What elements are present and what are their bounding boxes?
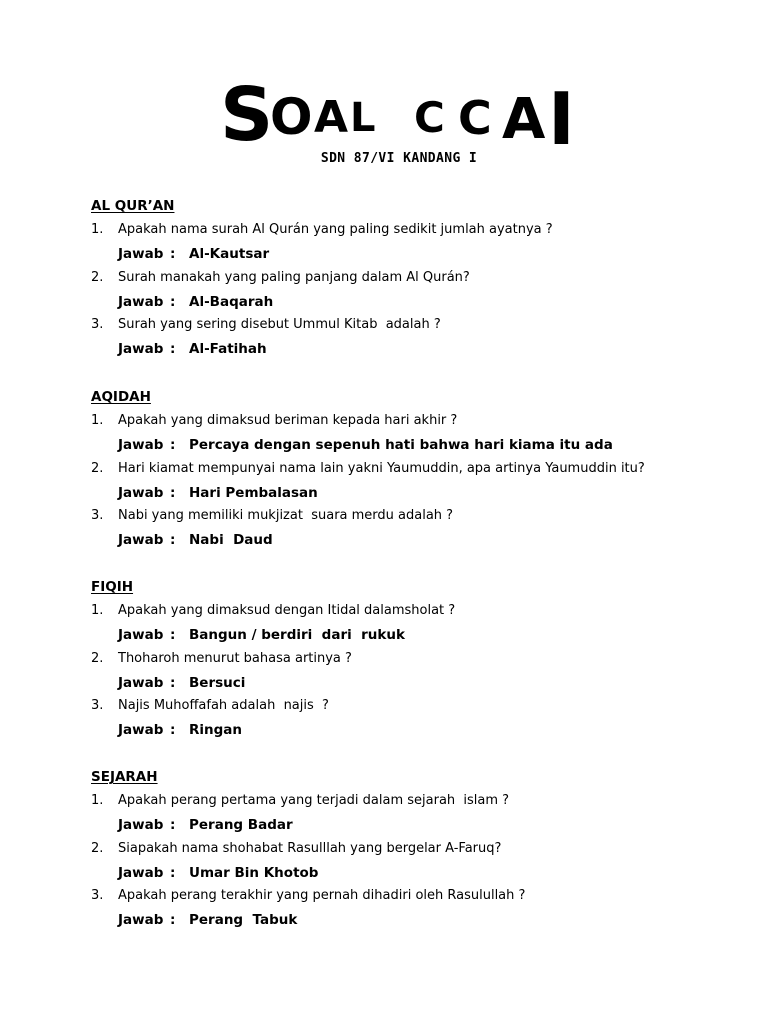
answer-separator: :	[170, 722, 176, 739]
answer-label: Jawab	[118, 293, 164, 310]
answer-text: Al-Kautsar	[189, 246, 270, 262]
answer	[118, 246, 269, 262]
question-text: Siapakah nama shohabat Rasulllah yang bergelar A-Faruq?	[118, 840, 502, 856]
answer-label: Jawab	[118, 674, 164, 691]
question-text: Nabi yang memiliki mukjizat suara merdu adalah ?	[118, 508, 454, 524]
answer-separator: :	[170, 674, 176, 691]
answer-label: Jawab	[118, 627, 164, 643]
school-name: SDN 87/VI KANDANG I	[320, 151, 478, 166]
answer-text: Percaya dengan sepenuh hati bahwa hari kiama itu ada	[189, 437, 613, 453]
title-wordart	[218, 78, 580, 148]
title-letter-a: A	[314, 92, 349, 143]
answer-separator: :	[170, 912, 176, 929]
question	[91, 888, 525, 903]
answer-separator: :	[170, 484, 176, 501]
question	[91, 317, 441, 332]
answer	[118, 817, 293, 833]
title-letter-c1: C	[414, 93, 445, 142]
question-number: 1.	[91, 793, 104, 808]
question	[91, 793, 509, 808]
question	[91, 413, 457, 428]
answer-text: Hari Pembalasan	[189, 484, 318, 501]
answer-separator: :	[170, 817, 176, 833]
answer-text: Ringan	[189, 722, 243, 739]
question	[91, 270, 470, 285]
section-heading: AQIDAH	[91, 389, 151, 405]
answer-label: Jawab	[118, 722, 164, 739]
answer	[118, 485, 318, 501]
answer	[118, 627, 405, 643]
question-number: 1.	[91, 603, 104, 618]
answer-label: Jawab	[118, 246, 164, 262]
answer-text: Nabi Daud	[189, 532, 273, 549]
question	[91, 461, 645, 476]
question-text: Apakah perang terakhir yang pernah dihadiri oleh Rasulullah ?	[118, 888, 526, 904]
section-heading: AL QUR’AN	[91, 198, 175, 214]
answer-separator: :	[170, 293, 176, 310]
question-text: Apakah yang dimaksud dengan Itidal dalamsholat ?	[118, 603, 456, 618]
answer-label: Jawab	[118, 864, 164, 881]
answer-text: Bersuci	[189, 674, 246, 691]
question-text: Thoharoh menurut bahasa artinya ?	[118, 650, 352, 666]
answer-label: Jawab	[118, 817, 164, 833]
answer-label: Jawab	[118, 532, 164, 549]
section-heading: FIQIH	[91, 579, 134, 595]
title-letter-s: S	[220, 78, 274, 148]
answer	[118, 722, 242, 738]
section-heading: SEJARAH	[91, 769, 158, 785]
question-number: 2.	[91, 269, 104, 285]
answer	[118, 912, 297, 928]
question	[91, 841, 501, 856]
title-letter-l: L	[350, 95, 376, 141]
title-letter-i: I	[548, 78, 575, 148]
answer-text: Bangun / berdiri dari rukuk	[189, 627, 405, 643]
title-letter-a2: A	[502, 87, 546, 148]
question-text: Apakah yang dimaksud beriman kepada hari akhir ?	[118, 413, 458, 428]
question-number: 2.	[91, 840, 104, 856]
answer	[118, 865, 318, 881]
answer	[118, 532, 273, 548]
answer	[118, 437, 613, 453]
question-text: Surah manakah yang paling panjang dalam Al Qurán?	[118, 269, 470, 285]
answer-text: Al-Baqarah	[189, 293, 274, 310]
question-text: Apakah nama surah Al Qurán yang paling sedikit jumlah ayatnya ?	[118, 222, 553, 237]
answer-text: Umar Bin Khotob	[189, 864, 319, 881]
question-number: 1.	[91, 222, 104, 237]
answer	[118, 294, 273, 310]
question-text: Surah yang sering disebut Ummul Kitab adalah ?	[118, 317, 441, 333]
question	[91, 698, 329, 713]
answer-separator: :	[170, 532, 176, 549]
title-letter-o: O	[270, 88, 313, 146]
answer-separator: :	[170, 864, 176, 881]
question-number: 2.	[91, 460, 104, 476]
answer	[118, 675, 245, 691]
question-number: 3.	[91, 317, 104, 333]
answer-label: Jawab	[118, 437, 164, 453]
answer-separator: :	[170, 246, 176, 262]
answer-label: Jawab	[118, 341, 164, 358]
answer-separator: :	[170, 437, 176, 453]
document-title	[218, 78, 580, 148]
question-number: 3.	[91, 508, 104, 524]
question-number: 3.	[91, 888, 104, 904]
title-letter-c2: C	[458, 91, 492, 145]
question	[91, 651, 352, 666]
answer	[118, 341, 267, 357]
question-number: 2.	[91, 650, 104, 666]
answer-separator: :	[170, 341, 176, 358]
question-text: Najis Muhoffafah adalah najis ?	[118, 698, 329, 714]
answer-separator: :	[170, 627, 176, 643]
question	[91, 222, 553, 237]
answer-label: Jawab	[118, 484, 164, 501]
question-number: 1.	[91, 413, 104, 428]
question-number: 3.	[91, 698, 104, 714]
question-text: Apakah perang pertama yang terjadi dalam sejarah islam ?	[118, 793, 510, 808]
answer-text: Perang Badar	[189, 817, 293, 833]
question	[91, 508, 453, 523]
question	[91, 603, 455, 618]
answer-text: Al-Fatihah	[189, 341, 267, 358]
answer-text: Perang Tabuk	[189, 912, 298, 929]
question-text: Hari kiamat mempunyai nama lain yakni Yaumuddin, apa artinya Yaumuddin itu?	[118, 460, 645, 476]
answer-label: Jawab	[118, 912, 164, 929]
